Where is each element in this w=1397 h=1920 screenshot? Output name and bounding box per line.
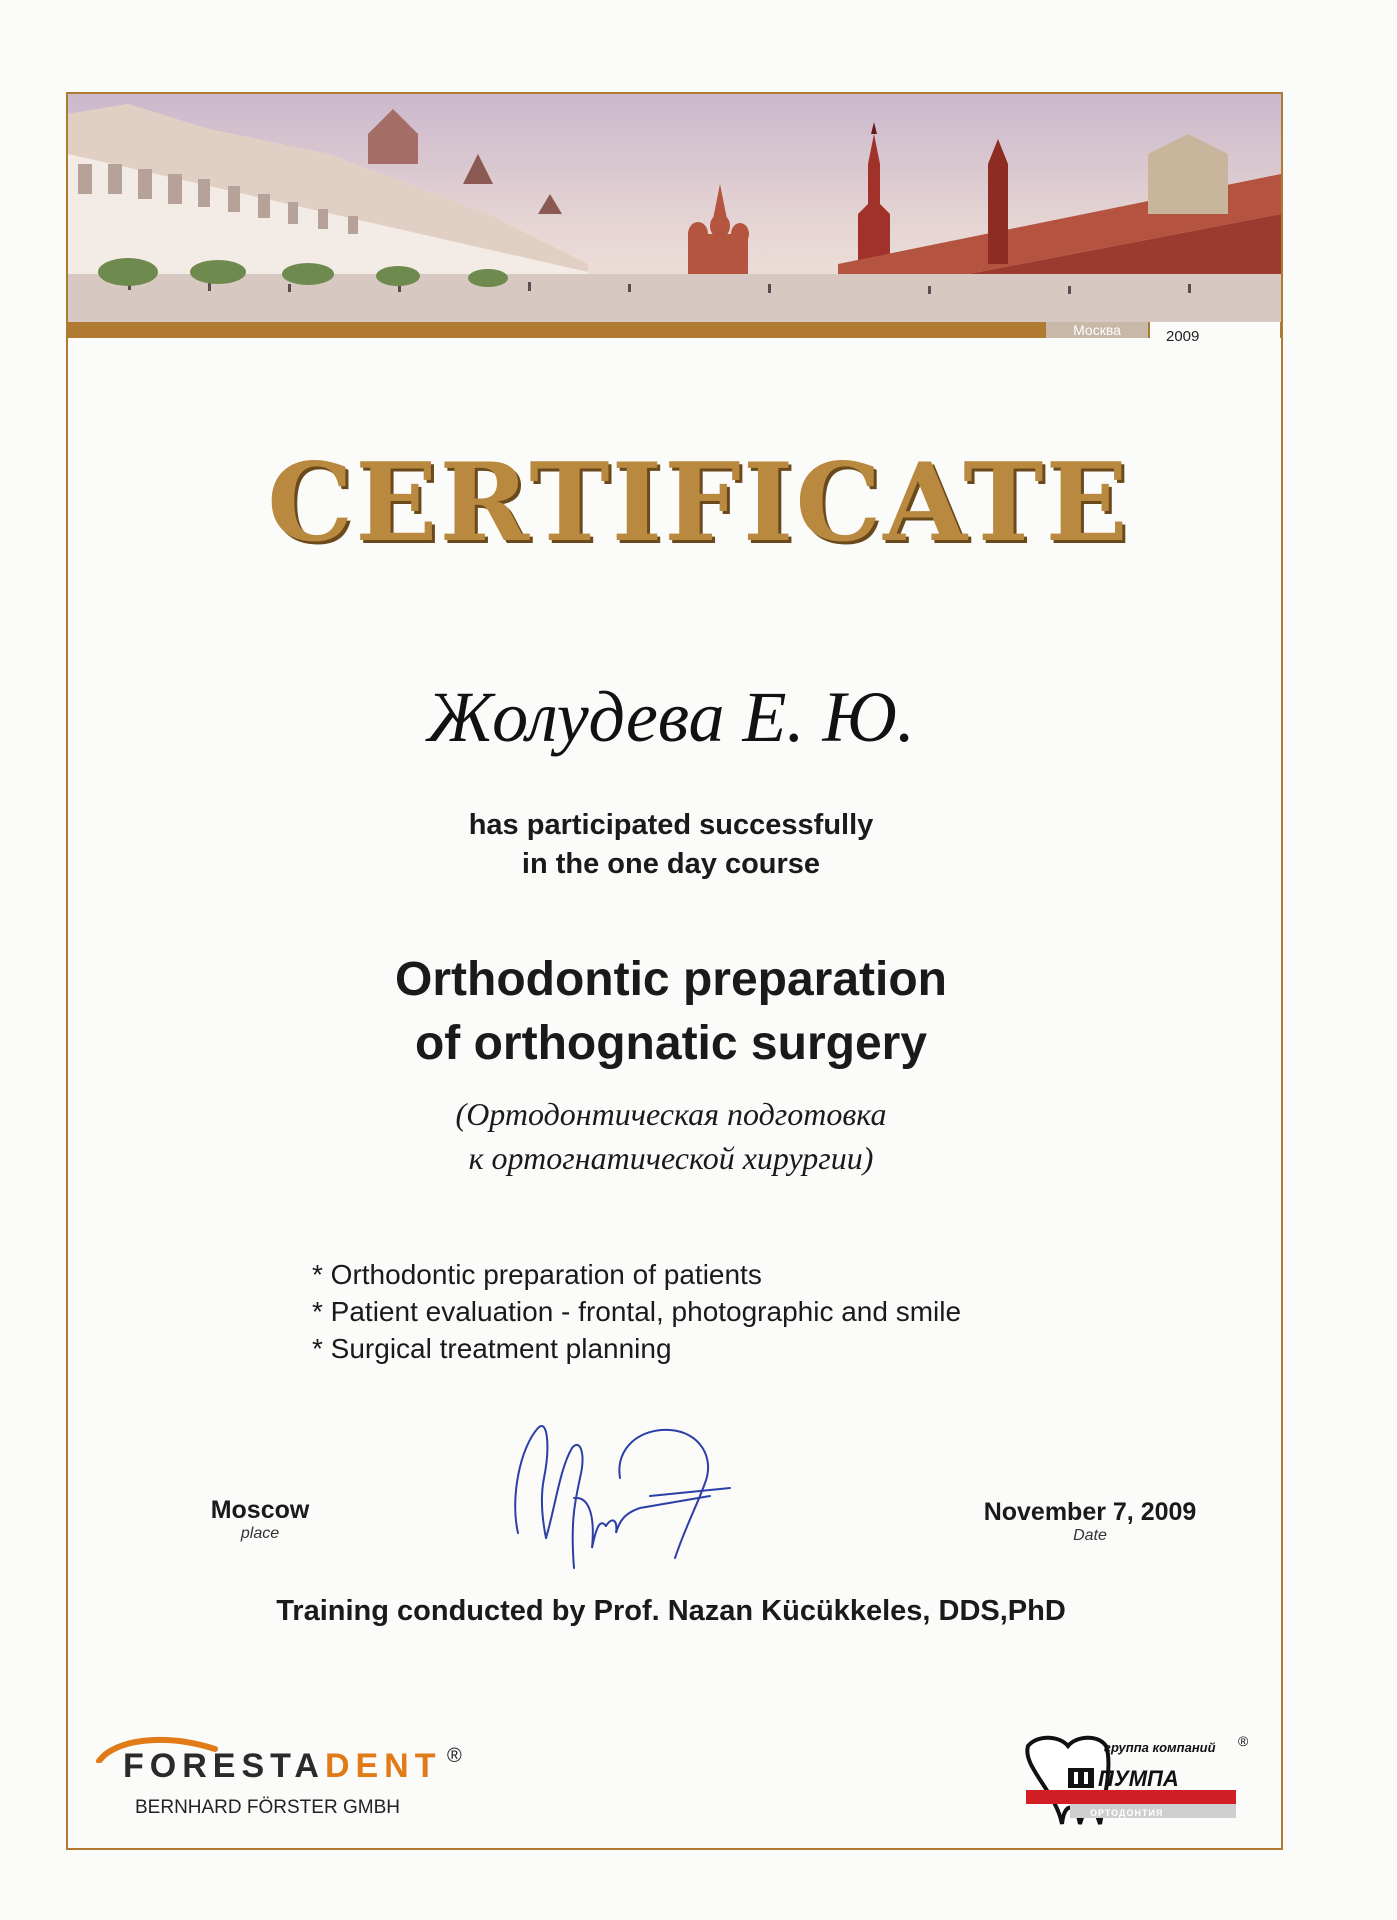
topics-list	[312, 1256, 961, 1367]
topic-item: * Orthodontic preparation of patients	[312, 1259, 762, 1290]
year-label: 2009	[1150, 322, 1280, 350]
course-ru-line-1: (Ортодонтическая подготовка	[455, 1096, 887, 1132]
forestadent-wordmark	[123, 1747, 442, 1786]
pumpa-name: ПУМПА	[1098, 1766, 1179, 1791]
course-title-russian	[0, 1092, 1342, 1180]
pumpa-logo	[1020, 1732, 1260, 1832]
intro-line-1: has participated successfully	[468, 809, 874, 841]
course-title	[0, 948, 1342, 1076]
registered-mark: ®	[447, 1745, 462, 1767]
forestadent-word-part2: DENT	[324, 1747, 442, 1785]
trainer-line: Training conducted by Prof. Nazan Kücükkeles, DDS,PhD	[276, 1595, 1066, 1627]
pumpa-registered-mark: ®	[1238, 1733, 1249, 1749]
date-field	[940, 1498, 1240, 1545]
certificate-title: CERTIFICATE	[267, 440, 1130, 566]
place-field	[180, 1496, 340, 1543]
course-title-line-1: Orthodontic preparation	[395, 953, 947, 1006]
forestadent-subtitle: BERNHARD FÖRSTER GMBH	[135, 1797, 400, 1818]
pumpa-group-text: группа компаний	[1104, 1740, 1216, 1755]
intro-line-2: in the one day course	[521, 848, 821, 880]
recipient-name: Жолудева Е. Ю.	[427, 677, 915, 757]
signature	[500, 1408, 740, 1578]
place-value: Moscow	[210, 1496, 310, 1524]
course-title-line-2: of orthognatic surgery	[414, 1017, 928, 1070]
date-caption: Date	[1073, 1527, 1107, 1544]
topic-item: * Patient evaluation - frontal, photographic and smile	[312, 1296, 962, 1327]
moscow-banner-image	[68, 94, 1281, 322]
place-caption: place	[240, 1525, 280, 1542]
participation-statement	[0, 806, 1342, 884]
pumpa-subtitle: ОРТОДОНТИЯ	[1090, 1808, 1164, 1818]
date-value: November 7, 2009	[983, 1498, 1197, 1526]
forestadent-word-part1: FORESTA	[123, 1747, 325, 1785]
forestadent-logo	[95, 1733, 475, 1823]
city-label: Москва	[1046, 322, 1148, 338]
topic-item: * Surgical treatment planning	[312, 1333, 672, 1364]
course-ru-line-2: к ортогнатической хирургии)	[468, 1140, 874, 1176]
